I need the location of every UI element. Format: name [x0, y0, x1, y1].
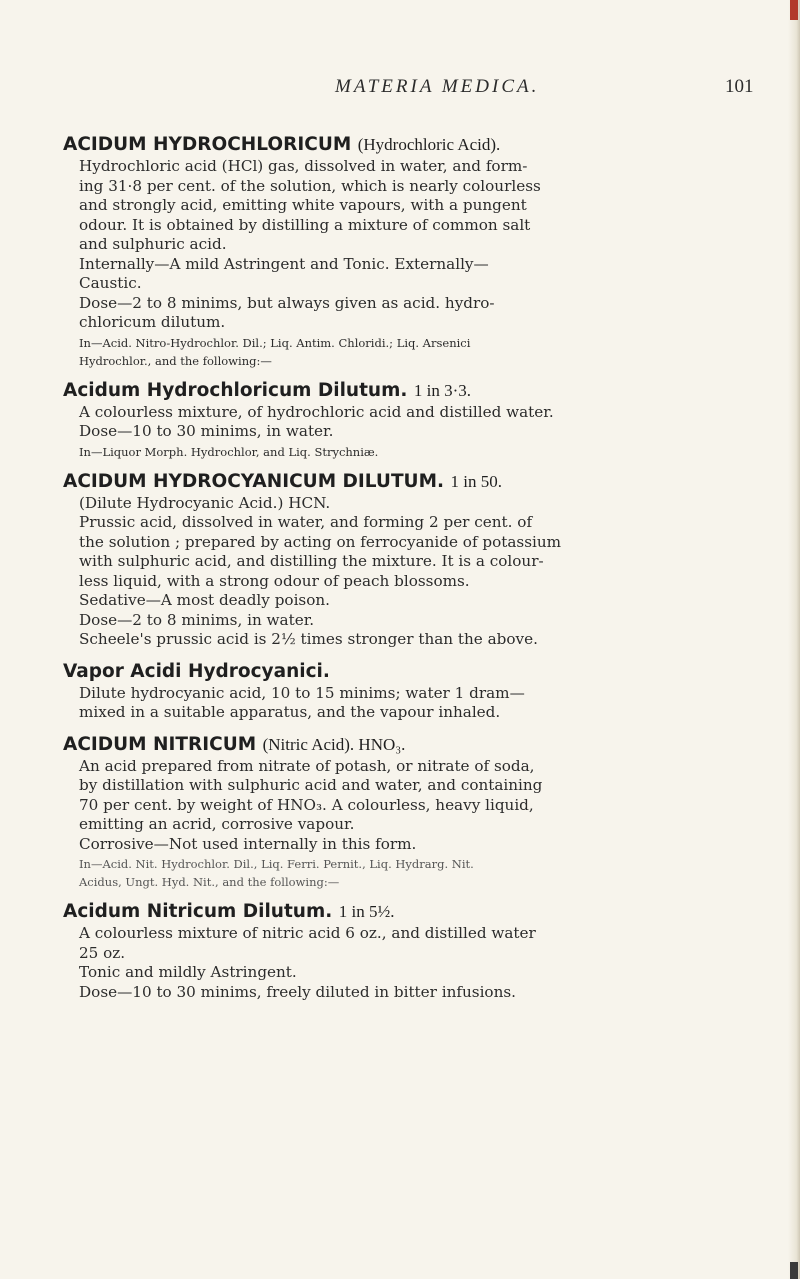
- body-line: Dose—2 to 8 minims, in water.: [79, 610, 315, 629]
- body-line: (Dilute Hydrocyanic Acid.) HCN.: [79, 493, 331, 512]
- body-line: emitting an acrid, corrosive vapour.: [79, 815, 355, 833]
- entry-heading-title: Acidum Nitricum Dilutum.: [63, 901, 333, 922]
- entry: [63, 133, 743, 369]
- body-line: Internally—A mild Astringent and Tonic. Externally—: [79, 254, 489, 273]
- entry-heading-note: (Nitric Acid). HNO₃.: [262, 734, 406, 754]
- body-line: Corrosive—Not used internally in this form.: [79, 834, 417, 853]
- entry: [63, 470, 743, 650]
- entry: [63, 900, 743, 1002]
- running-head-title: MATERIA MEDICA.: [335, 76, 540, 97]
- body-line: Hydrochloric acid (HCl) gas, dissolved in water, and form-: [79, 157, 528, 175]
- body-line: Caustic.: [79, 274, 142, 292]
- body-line: by distillation with sulphuric acid and water, and containing: [79, 776, 543, 794]
- body-line: mixed in a suitable apparatus, and the vapour inhaled.: [79, 703, 501, 721]
- body-line: Dilute hydrocyanic acid, 10 to 15 minims; water 1 dram—: [79, 683, 525, 702]
- entry-heading: [63, 733, 743, 757]
- entry-heading: [63, 900, 743, 924]
- body-line: with sulphuric acid, and distilling the mixture. It is a colour-: [79, 552, 544, 570]
- page-edge: [788, 0, 800, 1279]
- body-line: Prussic acid, dissolved in water, and forming 2 per cent. of: [79, 513, 533, 531]
- preparations-note: Hydrochlor., and the following:—: [79, 353, 272, 368]
- running-head: [0, 76, 800, 106]
- entry-heading: [63, 660, 743, 684]
- body-line: Sedative—A most deadly poison.: [79, 591, 330, 609]
- body-line: An acid prepared from nitrate of potash, or nitrate of soda,: [79, 756, 535, 775]
- entry-heading: [63, 470, 743, 494]
- entry-heading-note: (Hydrochloric Acid).: [357, 135, 501, 154]
- entry-heading: [63, 133, 743, 157]
- entry-heading-title: ACIDUM HYDROCHLORICUM: [63, 134, 352, 155]
- entry-heading: [63, 379, 743, 403]
- entry: [63, 660, 743, 723]
- entry-heading-note: 1 in 50.: [450, 471, 502, 491]
- body-line: the solution ; prepared by acting on ferrocyanide of potassium: [79, 532, 562, 551]
- body-line: Dose—10 to 30 minims, in water.: [79, 422, 334, 440]
- body-line: Dose—10 to 30 minims, freely diluted in bitter infusions.: [79, 982, 516, 1001]
- entry-heading-title: ACIDUM HYDROCYANICUM DILUTUM.: [63, 470, 445, 492]
- body-line: odour. It is obtained by distilling a mixture of common salt: [79, 215, 531, 234]
- body-line: A colourless mixture of nitric acid 6 oz., and distilled water: [79, 924, 536, 942]
- preparations-note: In—Liquor Morph. Hydrochlor, and Liq. Strychniæ.: [79, 444, 379, 459]
- body-line: and sulphuric acid.: [79, 235, 227, 253]
- preparations-note: In—Acid. Nitro-Hydrochlor. Dil.; Liq. Antim. Chloridi.; Liq. Arsenici: [79, 335, 471, 350]
- edge-mark-bottom: [790, 1262, 798, 1279]
- page-number: 101: [725, 76, 754, 97]
- body-line: less liquid, with a strong odour of peach blossoms.: [79, 571, 470, 590]
- edge-mark-top: [790, 0, 798, 20]
- body-line: 25 oz.: [79, 943, 126, 962]
- body-line: A colourless mixture, of hydrochloric acid and distilled water.: [79, 402, 554, 421]
- body-line: Dose—2 to 8 minims, but always given as acid. hydro-: [79, 293, 495, 312]
- entry-heading-title: ACIDUM NITRICUM: [63, 733, 257, 755]
- body-line: 70 per cent. by weight of HNO₃. A colourless, heavy liquid,: [79, 795, 534, 814]
- body-line: and strongly acid, emitting white vapours, with a pungent: [79, 196, 527, 214]
- preparations-note: Acidus, Ungt. Hyd. Nit., and the following:—: [79, 875, 340, 889]
- entry-heading-note: 1 in 3·3.: [413, 380, 472, 400]
- body-line: Tonic and mildly Astringent.: [79, 963, 297, 981]
- preparations-note: In—Acid. Nit. Hydrochlor. Dil., Liq. Ferri. Pernit., Liq. Hydrarg. Nit.: [79, 857, 474, 871]
- entry: [63, 379, 743, 460]
- page-content: [63, 133, 743, 1002]
- entry-heading-note: 1 in 5½.: [338, 902, 395, 921]
- entry-heading-title: Acidum Hydrochloricum Dilutum.: [63, 379, 408, 401]
- body-line: chloricum dilutum.: [79, 313, 226, 331]
- body-line: Scheele's prussic acid is 2½ times stronger than the above.: [79, 630, 538, 648]
- body-line: ing 31·8 per cent. of the solution, which is nearly colourless: [79, 176, 541, 195]
- entry-heading-title: Vapor Acidi Hydrocyanici.: [63, 660, 330, 682]
- entry: [63, 733, 743, 891]
